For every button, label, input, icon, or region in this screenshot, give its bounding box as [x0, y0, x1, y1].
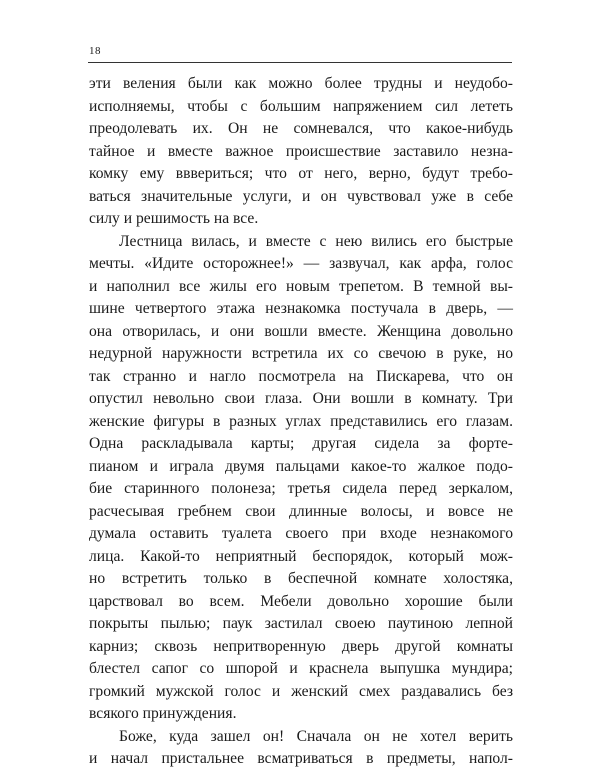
text-line: и начал пристальнее всматриваться в предметы, напол- — [89, 750, 513, 767]
text-line: всякого принуждения. — [89, 705, 237, 722]
text-line: женские фигуры в разных углах представились его глазам. — [89, 412, 513, 430]
body-text — [89, 73, 513, 771]
text-line: опустил невольно свои глаза. Они вошли в комнату. Три — [89, 390, 513, 407]
text-line: пианом и играла двумя пальцами какое-то жалкое подо- — [89, 457, 513, 475]
text-line: комку ему вввериться; что от него, верно, будут требо- — [89, 165, 513, 182]
paragraph — [89, 231, 513, 726]
text-line: Боже, куда зашел он! Сначала он не хотел верить — [119, 727, 513, 745]
text-line: блестел сапог со шпорой и краснела выпушка мундира; — [89, 660, 513, 677]
paragraph — [89, 726, 513, 771]
page-number: 18 — [89, 45, 101, 57]
text-line: преодолевать их. Он не сомневался, что какое-нибудь — [89, 120, 513, 137]
text-line: она отворилась, и они вошли вместе. Женщина довольно — [89, 322, 513, 340]
text-line: лица. Какой-то неприятный беспорядок, который мож- — [89, 547, 513, 565]
text-line: но встретить только в беспечной комнате холостяка, — [89, 570, 513, 587]
text-line: Одна раскладывала карты; другая сидела за форте- — [89, 435, 513, 452]
text-line: так странно и нагло посмотрела на Пискарева, что он — [89, 367, 513, 385]
text-line: мечты. «Идите осторожнее!» — зазвучал, как арфа, голос — [89, 255, 513, 272]
text-line: тайное и вместе важное происшествие заставило незна- — [89, 142, 513, 160]
text-line: думала оставить туалета своего при входе незнакомого — [89, 525, 513, 542]
text-line: недурной наружности встретила их со свечою в руке, но — [89, 345, 513, 362]
text-line: силу и решимость на все. — [89, 210, 259, 227]
text-line: исполняемы, чтобы с большим напряжением сил лететь — [89, 97, 513, 115]
paragraph — [89, 73, 513, 231]
text-line: карниз; сквозь непритворенную дверь другой комнаты — [89, 637, 513, 655]
text-line: громкий мужской голос и женский смех раздавались без — [89, 682, 513, 700]
text-line: покрыты пылью; паук застилал своею паутиною лепной — [89, 615, 513, 632]
text-line: и наполнил все жилы его новым трепетом. В темной вы- — [89, 277, 513, 295]
text-line: царствовал во всем. Мебели довольно хорошие были — [89, 592, 513, 610]
text-line: шине четвертого этажа незнакомка постучала в дверь, — — [89, 300, 513, 317]
text-line: бие старинного полонеза; третья сидела перед зеркалом, — [89, 480, 513, 497]
text-line: расчесывая гребнем свои длинные волосы, и вовсе не — [89, 502, 513, 520]
text-line: ваться значительные услуги, и он чувствовал уже в себе — [89, 187, 513, 205]
header-rule — [88, 62, 512, 63]
text-line: Лестница вилась, и вместе с нею вились его быстрые — [119, 232, 513, 250]
text-line: эти веления были как можно более трудны и неудобо- — [89, 75, 513, 92]
